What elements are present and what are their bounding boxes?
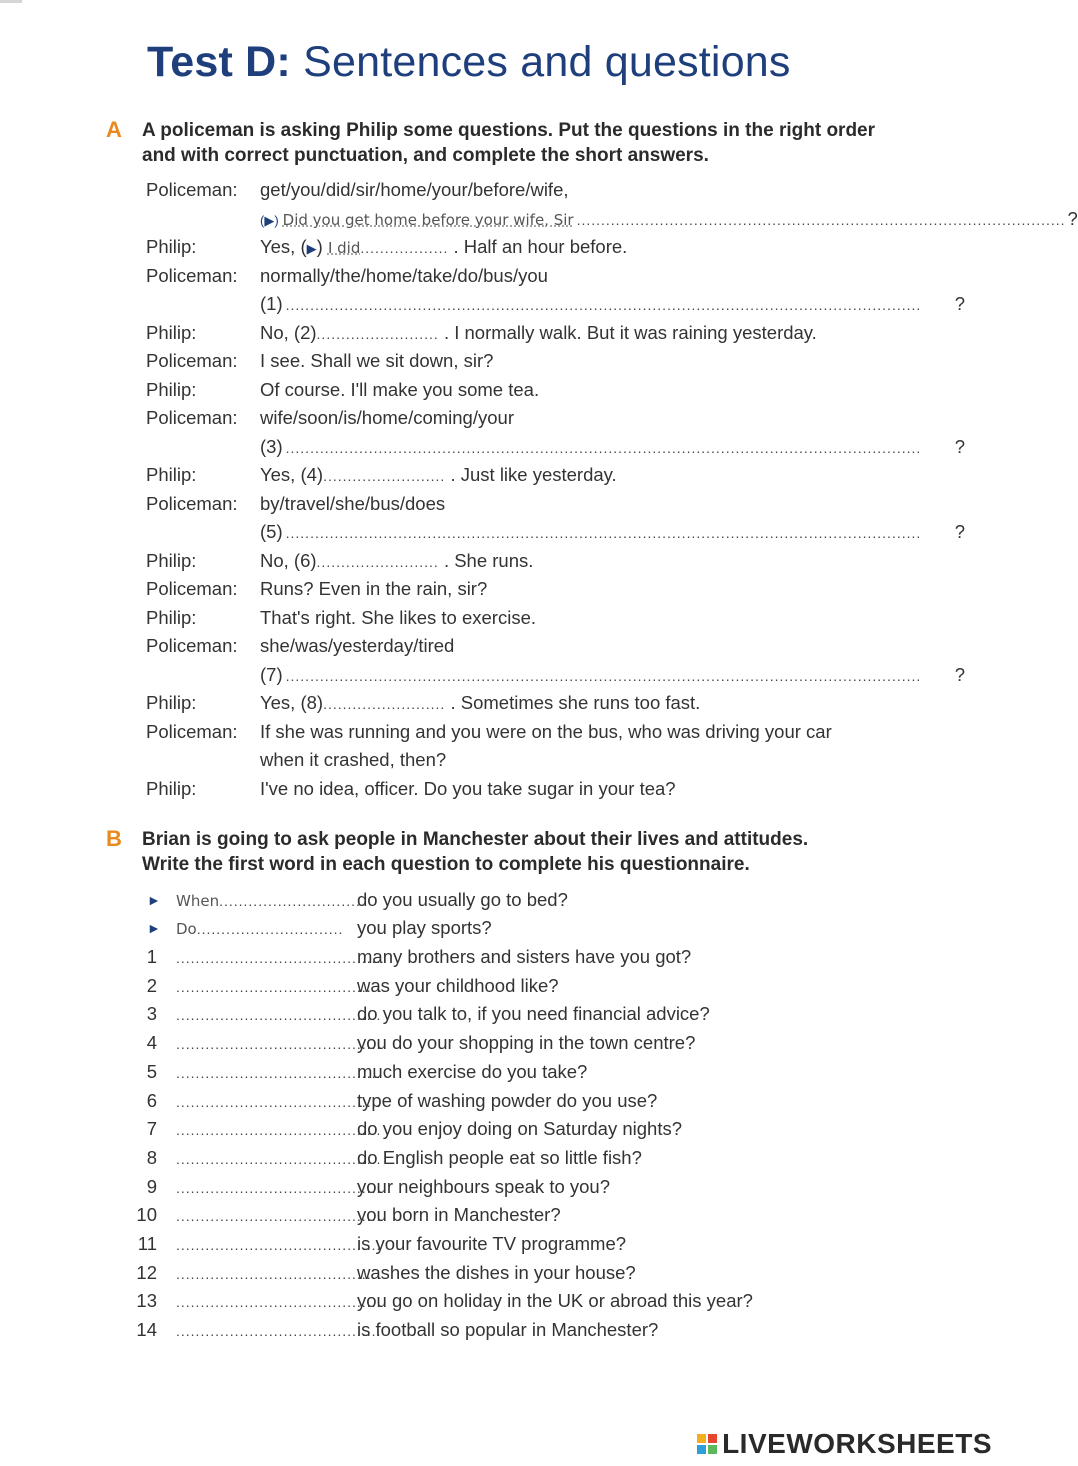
- question-mark: ?: [954, 664, 965, 685]
- question-mark: ?: [954, 293, 965, 314]
- dotted-line: ..............................: [219, 893, 366, 909]
- question-text: is football so popular in Manchester?: [357, 1319, 659, 1340]
- item-number: 4: [146, 1032, 157, 1053]
- short-answer-prefix: No, (6): [260, 550, 317, 571]
- scrambled-question: normally/the/home/take/do/bus/you: [260, 265, 548, 286]
- questionnaire-item: [0, 1201, 1000, 1229]
- corner-mark: [0, 0, 22, 3]
- dialogue-line-continued: [0, 746, 1000, 774]
- item-number: (7): [260, 664, 283, 685]
- questionnaire-item: [0, 943, 1000, 971]
- first-word-input[interactable]: ..........................................: [176, 950, 382, 966]
- title-topic: Sentences and questions: [303, 38, 791, 86]
- answer-line: [0, 661, 1000, 689]
- answer-line: [0, 518, 1000, 546]
- item-number: 6: [146, 1090, 157, 1111]
- first-word-input[interactable]: ..........................................: [176, 1208, 382, 1224]
- dialogue-text: That's right. She likes to exercise.: [260, 607, 537, 628]
- questionnaire-item: [0, 1144, 1000, 1172]
- dialogue-line: [0, 319, 1000, 347]
- questionnaire-item: [0, 972, 1000, 1000]
- short-answer-suffix: . I normally walk. But it was raining yesterday.: [443, 322, 817, 343]
- short-answer-suffix: . Just like yesterday.: [450, 464, 617, 485]
- dialogue-text: when it crashed, then?: [260, 749, 447, 770]
- dialogue-line: [0, 461, 1000, 489]
- short-answer: [260, 319, 817, 348]
- title-test-label: Test D:: [147, 38, 291, 86]
- questionnaire-item: [0, 1000, 1000, 1028]
- question-mark: ?: [954, 521, 965, 542]
- short-answer-prefix: Yes, (4): [260, 464, 324, 485]
- answer-input-4[interactable]: .........................: [323, 468, 446, 484]
- speaker-philip: Philip:: [146, 692, 197, 713]
- speaker-philip: Philip:: [146, 607, 197, 628]
- section-a-instruction: [142, 118, 982, 168]
- example-answer-input[interactable]: [176, 914, 346, 943]
- question-text: many brothers and sisters have you got?: [357, 946, 692, 967]
- dialogue-line: [0, 689, 1000, 717]
- section-b-letter: B: [106, 826, 122, 851]
- speaker-philip: Philip:: [146, 236, 197, 257]
- speaker-philip: Philip:: [146, 379, 197, 400]
- short-answer-suffix: . She runs.: [443, 550, 534, 571]
- short-answer: [260, 547, 533, 576]
- dialogue-line: [0, 718, 1000, 746]
- first-word-input[interactable]: ..........................................: [176, 1094, 382, 1110]
- first-word-input[interactable]: ..........................................: [176, 1294, 382, 1310]
- questionnaire-item: [0, 1230, 1000, 1258]
- dialogue-line: [0, 347, 1000, 375]
- dialogue-text: If she was running and you were on the bus, who was driving your car: [260, 721, 832, 742]
- section-a-instruction-line: A policeman is asking Philip some questions. Put the questions in the right order: [142, 120, 876, 141]
- first-word-input[interactable]: ..........................................: [176, 1323, 382, 1339]
- dotted-line: ..............................: [196, 921, 344, 937]
- example-marker-icon: ▶: [306, 241, 317, 256]
- answer-input-6[interactable]: .........................: [316, 554, 439, 570]
- questionnaire-item: [0, 1173, 1000, 1201]
- answer-input-2[interactable]: .........................: [316, 326, 439, 342]
- scrambled-question: get/you/did/sir/home/your/before/wife,: [260, 179, 569, 200]
- short-answer-prefix: No, (2): [260, 322, 317, 343]
- liveworksheets-logo-icon: [697, 1434, 717, 1454]
- answer-input-3[interactable]: ..................................................................................................................................: [285, 440, 922, 456]
- item-number: 2: [146, 975, 157, 996]
- question-text: is your favourite TV programme?: [357, 1233, 627, 1254]
- answer-input-1[interactable]: ..................................................................................................................................: [285, 297, 922, 313]
- dialogue-line: [0, 233, 1000, 261]
- questionnaire-item: [0, 1287, 1000, 1315]
- first-word-input[interactable]: ..........................................: [176, 1122, 382, 1138]
- item-number: 5: [146, 1061, 157, 1082]
- question-text: you go on holiday in the UK or abroad this year?: [357, 1290, 753, 1311]
- short-answer-prefix: Yes, (8): [260, 692, 324, 713]
- short-answer-suffix: . Half an hour before.: [453, 236, 628, 257]
- dialogue-text: I see. Shall we sit down, sir?: [260, 350, 494, 371]
- first-word-input[interactable]: ..........................................: [176, 979, 382, 995]
- item-number: 11: [137, 1233, 157, 1254]
- dialogue-text: Runs? Even in the rain, sir?: [260, 578, 488, 599]
- item-number: 7: [146, 1118, 157, 1139]
- question-text: do you usually go to bed?: [357, 889, 568, 910]
- first-word-input[interactable]: ..........................................: [176, 1151, 382, 1167]
- section-a-instruction-line: and with correct punctuation, and complete the short answers.: [142, 145, 709, 166]
- first-word-input[interactable]: ..........................................: [176, 1237, 382, 1253]
- item-number: 1: [146, 946, 157, 967]
- scrambled-question: by/travel/she/bus/does: [260, 493, 446, 514]
- item-number: (1): [260, 293, 283, 314]
- example-answer: Do: [176, 920, 197, 938]
- dialogue-text: Of course. I'll make you some tea.: [260, 379, 540, 400]
- answer-line-example: [0, 205, 1078, 233]
- question-text: was your childhood like?: [357, 975, 559, 996]
- item-number: 3: [146, 1003, 157, 1024]
- speaker-policeman: Policeman:: [146, 578, 238, 599]
- dialogue-line: [0, 604, 1000, 632]
- example-short-answer-input[interactable]: I did: [327, 239, 361, 257]
- example-marker-icon: ►: [147, 892, 161, 908]
- example-answer-input[interactable]: [176, 886, 366, 915]
- section-a-letter: A: [106, 117, 122, 142]
- speaker-policeman: Policeman:: [146, 721, 238, 742]
- section-b-instruction-line: Brian is going to ask people in Manchester about their lives and attitudes.: [142, 829, 809, 850]
- dialogue-line: [0, 632, 1000, 660]
- first-word-input[interactable]: ..........................................: [176, 1180, 382, 1196]
- answer-line: [0, 290, 1000, 318]
- speaker-policeman: Policeman:: [146, 635, 238, 656]
- question-text: do English people eat so little fish?: [357, 1147, 642, 1168]
- question-mark: ?: [954, 436, 965, 457]
- item-number: (5): [260, 521, 283, 542]
- speaker-policeman: Policeman:: [146, 350, 238, 371]
- item-number: 9: [146, 1176, 157, 1197]
- dialogue-line: [0, 404, 1000, 432]
- answer-input-7[interactable]: ..................................................................................................................................: [285, 668, 922, 684]
- scrambled-question: wife/soon/is/home/coming/your: [260, 407, 514, 428]
- dotted-line: ..................: [360, 240, 449, 256]
- example-answer: When: [176, 892, 220, 910]
- question-text: you do your shopping in the town centre?: [357, 1032, 696, 1053]
- dialogue-line: [0, 575, 1000, 603]
- speaker-policeman: Policeman:: [146, 265, 238, 286]
- example-answer-input[interactable]: Did you get home before your wife, Sir: [282, 211, 574, 229]
- speaker-philip: Philip:: [146, 464, 197, 485]
- item-number: 14: [136, 1319, 157, 1340]
- first-word-input[interactable]: ..........................................: [176, 1065, 382, 1081]
- dialogue-line: [0, 490, 1000, 518]
- question-text: washes the dishes in your house?: [357, 1262, 636, 1283]
- item-number: 10: [136, 1204, 157, 1225]
- question-text: do you talk to, if you need financial advice?: [357, 1003, 710, 1024]
- item-number: 13: [136, 1290, 157, 1311]
- questionnaire-example: [0, 914, 1000, 942]
- short-answer: [260, 689, 700, 718]
- answer-line: [0, 433, 1000, 461]
- question-text: your neighbours speak to you?: [357, 1176, 611, 1197]
- dotted-line: ....................................................................................................: [576, 212, 1066, 228]
- questionnaire-item: [0, 1259, 1000, 1287]
- questionnaire-item: [0, 1087, 1000, 1115]
- dialogue-line: [0, 262, 1000, 290]
- dialogue-line: [0, 775, 1000, 803]
- speaker-policeman: Policeman:: [146, 179, 238, 200]
- speaker-philip: Philip:: [146, 778, 197, 799]
- speaker-philip: Philip:: [146, 322, 197, 343]
- short-answer-prefix: Yes, (: [260, 236, 307, 257]
- liveworksheets-wordmark: LIVEWORKSHEETS: [722, 1428, 992, 1459]
- item-number: 8: [146, 1147, 157, 1168]
- question-mark: ?: [1067, 208, 1078, 229]
- answer-input-8[interactable]: .........................: [323, 696, 446, 712]
- question-text: do you enjoy doing on Saturday nights?: [357, 1118, 683, 1139]
- questionnaire-item: [0, 1058, 1000, 1086]
- question-text: much exercise do you take?: [357, 1061, 588, 1082]
- short-answer-suffix: . Sometimes she runs too fast.: [450, 692, 701, 713]
- questionnaire-item: [0, 1115, 1000, 1143]
- dialogue-text: I've no idea, officer. Do you take sugar in your tea?: [260, 778, 676, 799]
- item-number: (3): [260, 436, 283, 457]
- speaker-policeman: Policeman:: [146, 407, 238, 428]
- section-b-instruction: [142, 827, 982, 877]
- short-answer: [260, 461, 617, 490]
- section-b-instruction-line: Write the first word in each question to complete his questionnaire.: [142, 854, 750, 875]
- questionnaire-item: [0, 1316, 1000, 1344]
- questionnaire-item: [0, 1029, 1000, 1057]
- example-marker: (▶): [260, 213, 279, 228]
- question-text: you play sports?: [357, 917, 492, 938]
- question-text: type of washing powder do you use?: [357, 1090, 658, 1111]
- scrambled-question: she/was/yesterday/tired: [260, 635, 455, 656]
- short-answer-close: ): [316, 236, 323, 257]
- first-word-input[interactable]: ..........................................: [176, 1007, 382, 1023]
- liveworksheets-logo: [697, 1428, 992, 1460]
- dialogue-line: [0, 376, 1000, 404]
- item-number: 12: [136, 1262, 157, 1283]
- first-word-input[interactable]: ..........................................: [176, 1036, 382, 1052]
- dialogue-line: [0, 176, 1000, 204]
- dialogue-line: [0, 547, 1000, 575]
- answer-input-5[interactable]: ..................................................................................................................................: [285, 525, 922, 541]
- questionnaire-example: [0, 886, 1000, 914]
- speaker-policeman: Policeman:: [146, 493, 238, 514]
- short-answer: [260, 233, 627, 263]
- speaker-philip: Philip:: [146, 550, 197, 571]
- example-marker-icon: ►: [147, 920, 161, 936]
- page-title: [147, 38, 791, 87]
- first-word-input[interactable]: ..........................................: [176, 1266, 382, 1282]
- question-text: you born in Manchester?: [357, 1204, 561, 1225]
